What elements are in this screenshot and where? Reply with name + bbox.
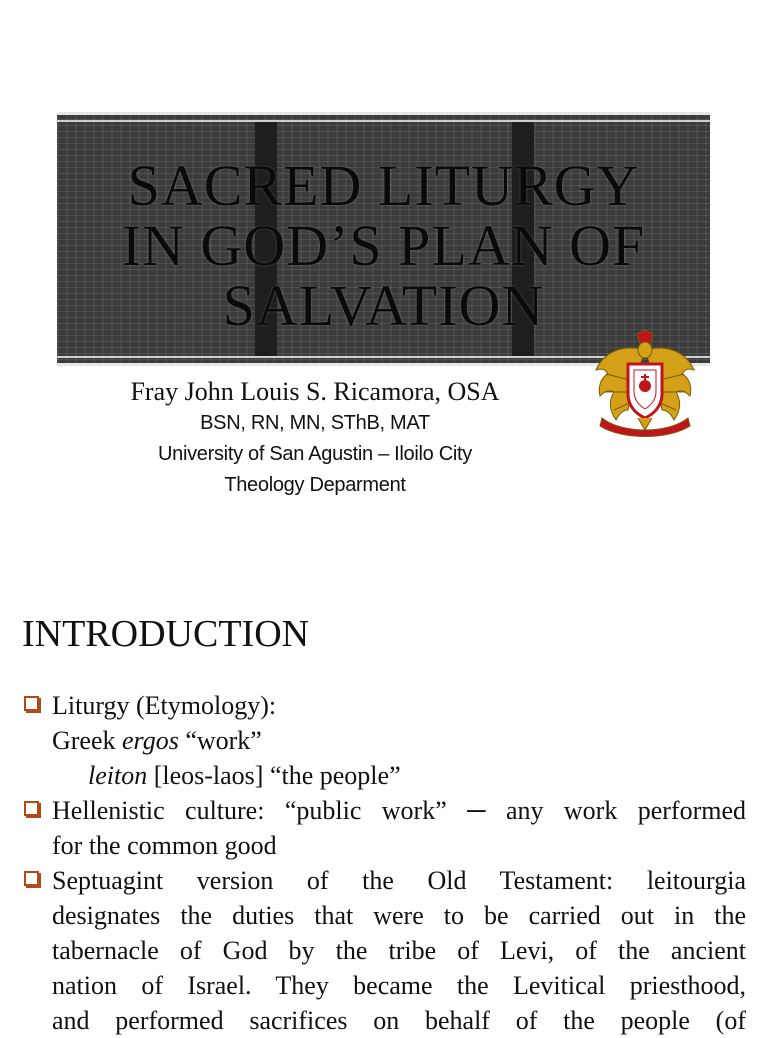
checkbox-bullet-icon (24, 871, 39, 886)
section-heading: INTRODUCTION (22, 613, 310, 655)
greek-prefix: Greek (52, 726, 123, 755)
title-line-3: SALVATION (222, 273, 545, 338)
checkbox-bullet-icon (24, 696, 39, 711)
author-block (70, 376, 560, 501)
title-line-2: IN GOD’S PLAN OF (121, 213, 646, 278)
bullet-text: tabernacle of God by the tribe of Levi, of the ancient (52, 936, 746, 965)
greek-meaning: “work” (178, 726, 262, 755)
title-line-1: SACRED LITURGY (127, 153, 640, 218)
bullet-text: and performed sacrifices on behalf of the people (of (52, 1006, 746, 1035)
greek-term: ergos (122, 726, 179, 755)
bullet-list (22, 688, 746, 1038)
bullet-text: nation of Israel. They became the Levitical priesthood, (52, 971, 746, 1000)
bullet-item (22, 863, 746, 1038)
bullet-text: Septuagint version of the Old Testament: leitourgia (52, 866, 746, 895)
banner-top-rule (57, 112, 710, 115)
sub-line (22, 758, 746, 793)
title-banner (57, 112, 710, 366)
banner-top-rule-inner (57, 120, 710, 122)
leiton-term: leiton (88, 761, 148, 790)
sub-line (22, 723, 746, 758)
author-credentials: BSN, RN, MN, SThB, MAT (200, 412, 430, 434)
bullet-text: Hellenistic culture: “public work” ─ any work performed (52, 796, 746, 825)
bullet-item (22, 793, 746, 863)
bullet-text: designates the duties that were to be carried out in the (52, 901, 746, 930)
university-seal-icon (592, 330, 698, 440)
leiton-meaning: [leos-laos] “the people” (147, 761, 401, 790)
author-department: Theology Deparment (224, 474, 406, 496)
author-institution: University of San Agustin – Iloilo City (157, 443, 472, 465)
bullet-text: Liturgy (Etymology): (52, 691, 277, 720)
author-name: Fray John Louis S. Ricamora, OSA (130, 377, 500, 406)
bullet-text: for the common good (52, 831, 277, 860)
presentation-title (57, 153, 710, 338)
bullet-item (22, 688, 746, 723)
checkbox-bullet-icon (24, 801, 39, 816)
